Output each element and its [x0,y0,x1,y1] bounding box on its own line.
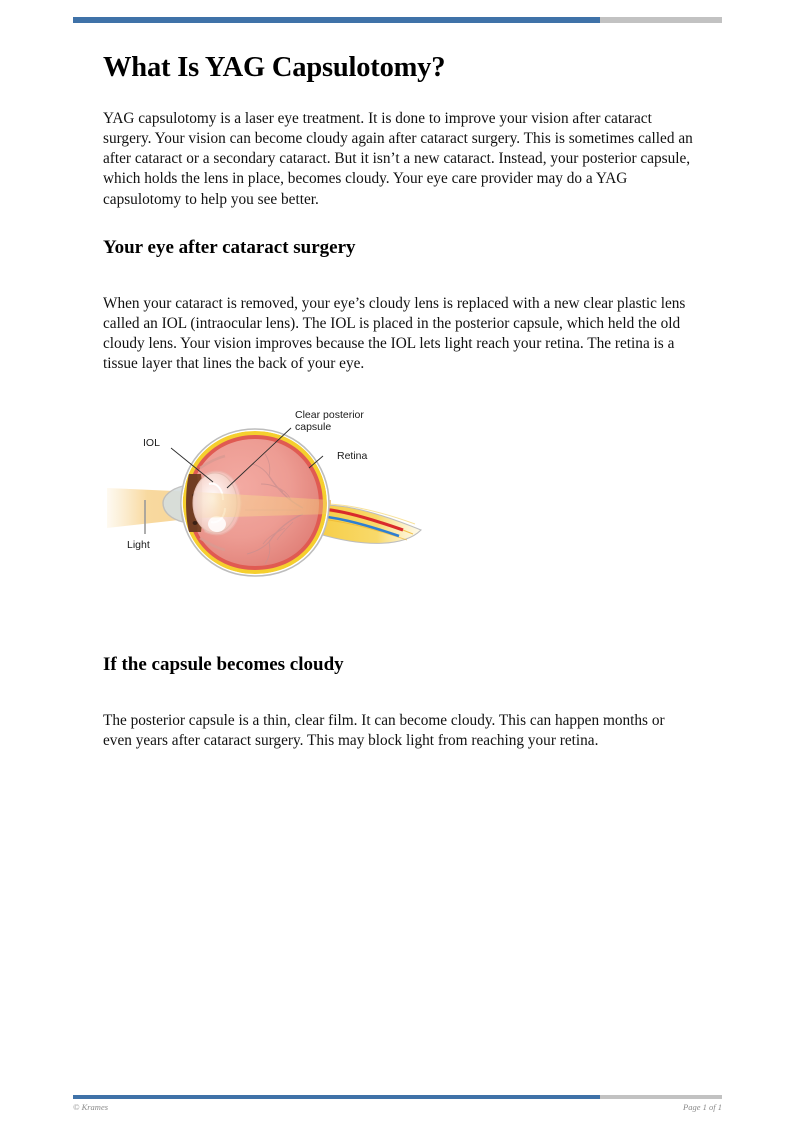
figure-label-clear-posterior-capsule-line2: capsule [295,421,332,434]
spacer [103,274,697,294]
page-title: What Is YAG Capsulotomy? [103,52,446,83]
section-paragraph-capsule-cloudy: The posterior capsule is a thin, clear film. It can become cloudy. This can happen months or even years after cataract surgery. This may block light from reaching your retina. [103,712,665,750]
figure-label-iol: IOL [143,437,160,450]
figure-label-clear-posterior-capsule-line1: Clear posterior [295,409,364,422]
eye-anatomy-diagram [105,396,435,606]
spacer [103,606,697,654]
section-paragraph-eye-after-surgery: When your cataract is removed, your eye’s cloudy lens is replaced with a new clear plastic lens called an IOL (intraocular lens). The IOL is placed in the posterior capsule, which held the old cloudy lens. Your vision improves because the IOL lets light reach your retina. The retina is a tissue layer that lines the back of your eye. [103,294,686,373]
footer-rule [73,1095,722,1099]
spacer [103,374,697,396]
header-rule-blue-segment [73,17,600,23]
footer-rule-blue-segment [73,1095,600,1099]
header-rule-gray-segment [600,17,722,23]
section-heading-eye-after-surgery: Your eye after cataract surgery [103,236,356,258]
section-heading-capsule-cloudy: If the capsule becomes cloudy [103,654,344,676]
figure-label-light: Light [127,539,150,552]
footer-page-number: Page 1 of 1 [683,1102,722,1112]
spacer [103,691,697,711]
intro-paragraph: YAG capsulotomy is a laser eye treatment. It is done to improve your vision after cataract surgery. Your vision can become cloudy again after cataract surgery. This is sometimes called an after cataract or a secondary cataract. But it isn’t a new cataract. Instead, your posterior capsule, which holds the lens in place, becomes cloudy. Your eye care provider may do a YAG capsulotomy to help you see better. [103,109,693,208]
header-rule [73,17,722,23]
document-content [103,52,697,751]
figure-label-retina: Retina [337,450,368,463]
spacer [103,210,697,237]
footer-copyright: © Krames [73,1102,109,1112]
footer-rule-gray-segment [600,1095,722,1099]
